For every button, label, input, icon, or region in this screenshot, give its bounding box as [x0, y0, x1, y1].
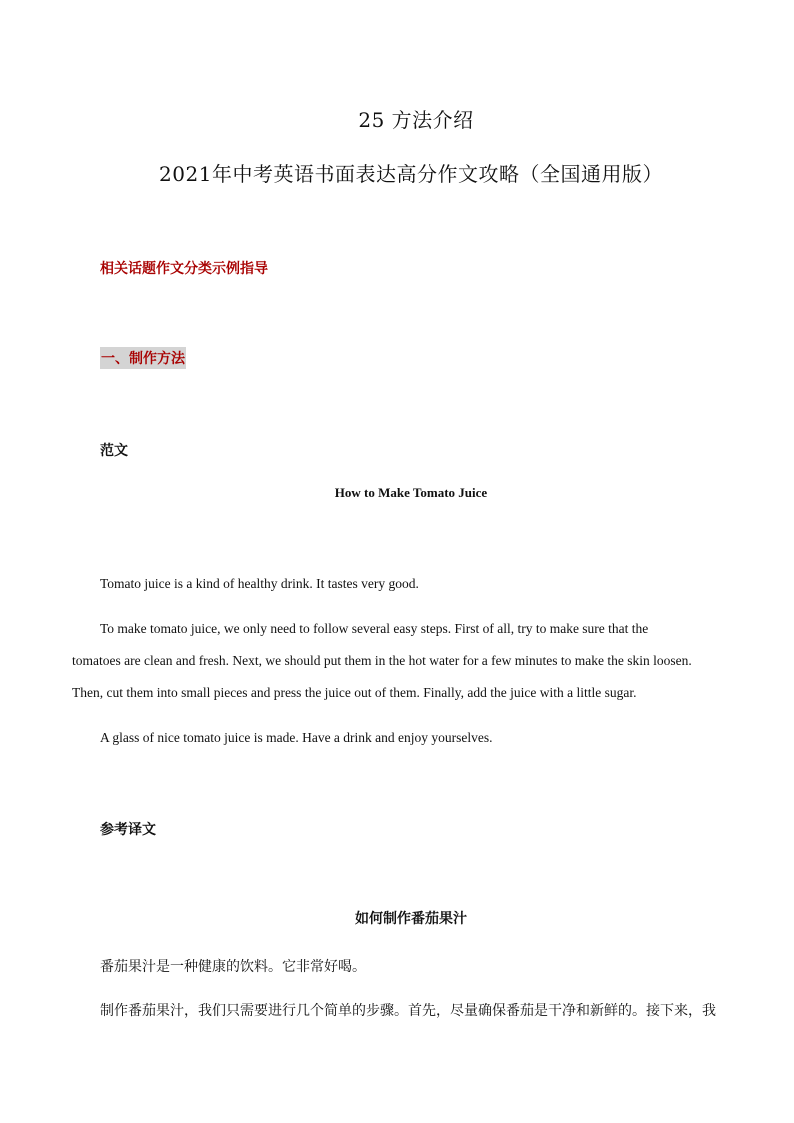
translation-label: 参考译文: [100, 822, 156, 838]
translation-paragraph-2-line-1: 制作番茄果汁，我们只需要进行几个简单的步骤。首先，尽量确保番茄是干净和新鲜的。接下来，我: [100, 1003, 716, 1019]
translation-paragraph-1: 番茄果汁是一种健康的饮料。它非常好喝。: [100, 959, 366, 975]
topic-heading: 相关话题作文分类示例指导: [100, 261, 268, 277]
essay-paragraph-1: Tomato juice is a kind of healthy drink. It tastes very good.: [100, 576, 419, 591]
essay-paragraph-2-line-2: tomatoes are clean and fresh. Next, we should put them in the hot water for a few minutes to make the skin loosen.: [72, 653, 692, 668]
essay-title: How to Make Tomato Juice: [334, 485, 488, 500]
document-title-number: 25 方法介绍: [358, 108, 474, 132]
essay-paragraph-2-line-3: Then, cut them into small pieces and press the juice out of them. Finally, add the juice with a little sugar.: [72, 685, 637, 700]
translation-title: 如何制作番茄果汁: [355, 911, 467, 927]
essay-paragraph-3: A glass of nice tomato juice is made. Have a drink and enjoy yourselves.: [100, 730, 493, 745]
sample-essay-label: 范文: [100, 443, 128, 459]
document-title: 2021年中考英语书面表达高分作文攻略（全国通用版）: [159, 162, 663, 186]
method-heading: 一、制作方法: [100, 347, 186, 369]
essay-paragraph-2-line-1: To make tomato juice, we only need to follow several easy steps. First of all, try to make sure that the: [100, 621, 649, 636]
